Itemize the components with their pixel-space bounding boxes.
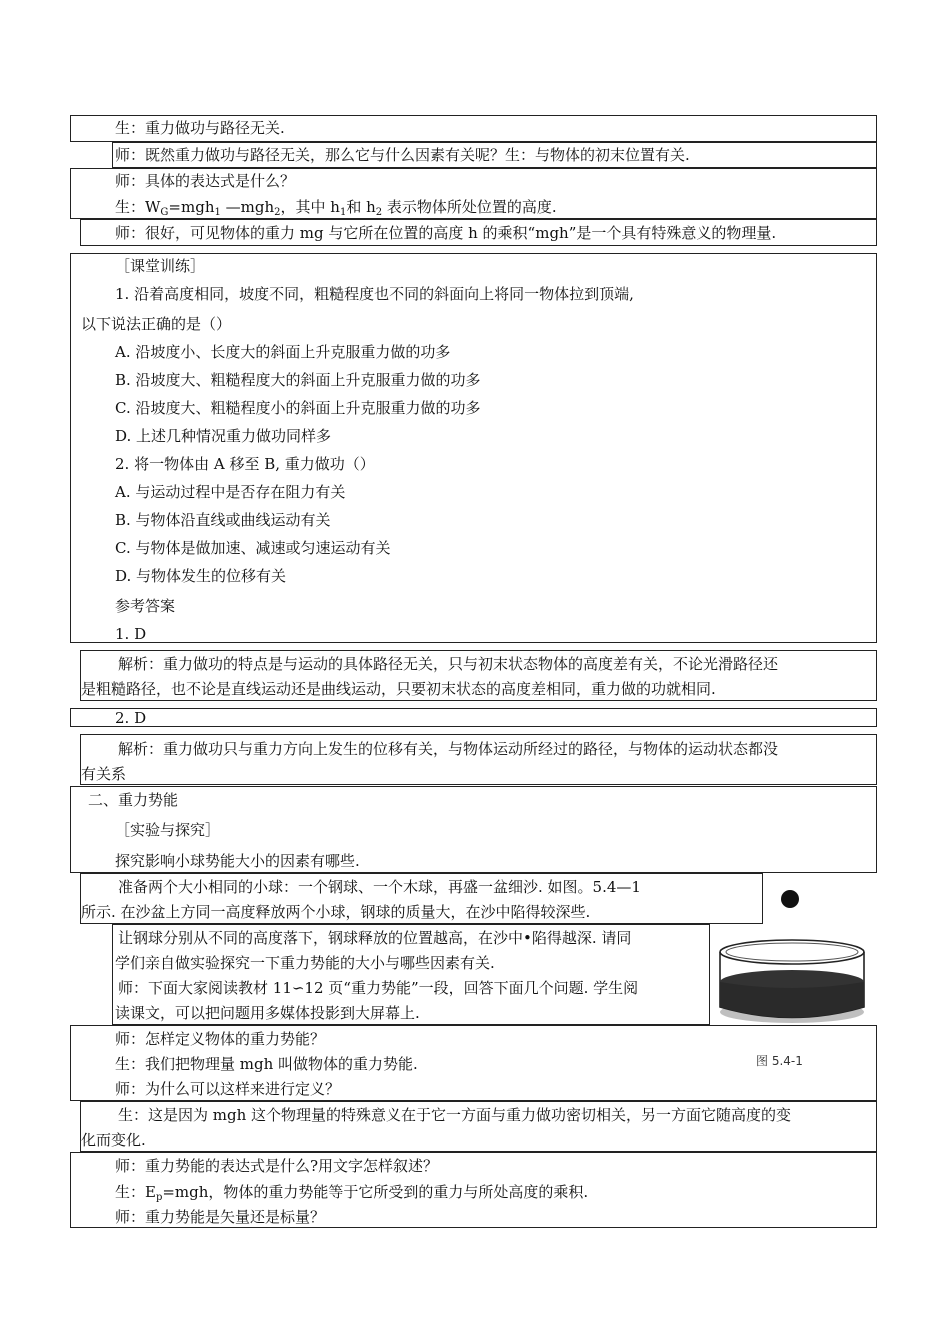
- text-line: 以下说法正确的是（）: [81, 315, 232, 333]
- text-line: 师：下面大家阅读教材 11∽12 页“重力势能”一段，回答下面几个问题. 学生阅: [118, 979, 639, 997]
- text-fragment: 表示物体所处位置的高度.: [382, 198, 557, 216]
- answer-2: 2. D: [115, 709, 147, 727]
- section-label: ［课堂训练］: [115, 257, 206, 275]
- text-line: 学们亲自做实验探究一下重力势能的大小与哪些因素有关.: [115, 954, 495, 972]
- text-line: 化而变化.: [81, 1131, 146, 1149]
- option-d: D. 与物体发生的位移有关: [115, 567, 287, 585]
- text-line: 所示. 在沙盆上方同一高度释放两个小球，钢球的质量大，在沙中陷得较深些.: [81, 903, 591, 921]
- text-line: 师：很好，可见物体的重力 mg 与它所在位置的高度 h 的乘积“mgh”是一个具有特殊意义的物理量.: [115, 224, 777, 242]
- subscript: 1: [339, 207, 347, 218]
- explanation-line: 解析：重力做功的特点是与运动的具体路径无关，只与初末状态物体的高度差有关，不论光滑路径还: [118, 655, 779, 673]
- text-line: 生：我们把物理量 mgh 叫做物体的重力势能.: [115, 1055, 418, 1073]
- cell-7: [70, 708, 877, 727]
- answer-heading: 参考答案: [115, 597, 176, 615]
- text-line: 读课文，可以把问题用多媒体投影到大屏幕上.: [115, 1004, 420, 1022]
- option-d: D. 上述几种情况重力做功同样多: [115, 427, 332, 445]
- option-a: A. 与运动过程中是否存在阻力有关: [115, 483, 346, 501]
- text-fragment: ，其中 h: [280, 198, 340, 216]
- option-b: B. 沿坡度大、粗糙程度大的斜面上升克服重力做的功多: [115, 371, 481, 389]
- text-line: 生：重力做功与路径无关.: [115, 119, 285, 137]
- option-b: B. 与物体沿直线或曲线运动有关: [115, 511, 331, 529]
- formula-line: [115, 197, 557, 223]
- section-label: ［实验与探究］: [115, 821, 221, 839]
- text-line: 让钢球分别从不同的高度落下，钢球释放的位置越高，在沙中•陷得越深. 请同: [118, 929, 632, 947]
- text-line: 探究影响小球势能大小的因素有哪些.: [115, 852, 360, 870]
- answer-1: 1. D: [115, 625, 147, 643]
- sand-basin-figure: [712, 882, 872, 1032]
- subscript: 1: [214, 207, 221, 218]
- text-fragment: 生：W: [115, 198, 161, 216]
- figure-caption: 图 5.4-1: [756, 1054, 803, 1068]
- text-line: 生：这是因为 mgh 这个物理量的特殊意义在于它一方面与重力做功密切相关，另一方面它随高度的变: [118, 1106, 792, 1124]
- text-line: 师：为什么可以这样来进行定义？: [115, 1080, 341, 1098]
- text-fragment: =mgh，物体的重力势能等于它所受到的重力与所处高度的乘积.: [162, 1183, 589, 1201]
- text-line: 师：既然重力做功与路径无关，那么它与什么因素有关呢？生：与物体的初末位置有关.: [115, 146, 690, 164]
- subscript: 2: [375, 207, 383, 218]
- text-fragment: 和 h: [346, 198, 376, 216]
- text-line: 师：具体的表达式是什么？: [115, 172, 296, 190]
- question-2: 2. 将一物体由 A 移至 B, 重力做功（）: [115, 455, 375, 473]
- explanation-line: 解析：重力做功只与重力方向上发生的位移有关，与物体运动所经过的路径，与物体的运动状态都没: [118, 740, 779, 758]
- formula-line: [115, 1182, 588, 1208]
- option-c: C. 沿坡度大、粗糙程度小的斜面上升克服重力做的功多: [115, 399, 481, 417]
- section-heading: 二、重力势能: [88, 791, 179, 809]
- explanation-line: 有关系: [81, 765, 127, 783]
- explanation-line: 是粗糙路径，也不论是直线运动还是曲线运动，只要初末状态的高度差相同，重力做的功就相同.: [81, 680, 716, 698]
- option-c: C. 与物体是做加速、减速或匀速运动有关: [115, 539, 391, 557]
- subscript: 2: [274, 207, 281, 218]
- text-fragment: 生：E: [115, 1183, 156, 1201]
- text-line: 师：重力势能是矢量还是标量？: [115, 1208, 326, 1226]
- question-1: 1. 沿着高度相同，坡度不同，粗糙程度也不同的斜面向上将同一物体拉到顶端,: [115, 285, 634, 303]
- option-a: A. 沿坡度小、长度大的斜面上升克服重力做的功多: [115, 343, 451, 361]
- text-line: 准备两个大小相同的小球：一个钢球、一个木球，再盛一盆细沙. 如图。5.4—1: [118, 878, 641, 896]
- text-fragment: =mgh: [168, 198, 215, 216]
- text-line: 师：重力势能的表达式是什么?用文字怎样叙述？: [115, 1157, 439, 1175]
- text-fragment: —mgh: [220, 198, 275, 216]
- ball-icon: [781, 890, 799, 908]
- text-line: 师：怎样定义物体的重力势能？: [115, 1030, 326, 1048]
- subscript: p: [155, 1192, 163, 1203]
- subscript: G: [160, 207, 169, 218]
